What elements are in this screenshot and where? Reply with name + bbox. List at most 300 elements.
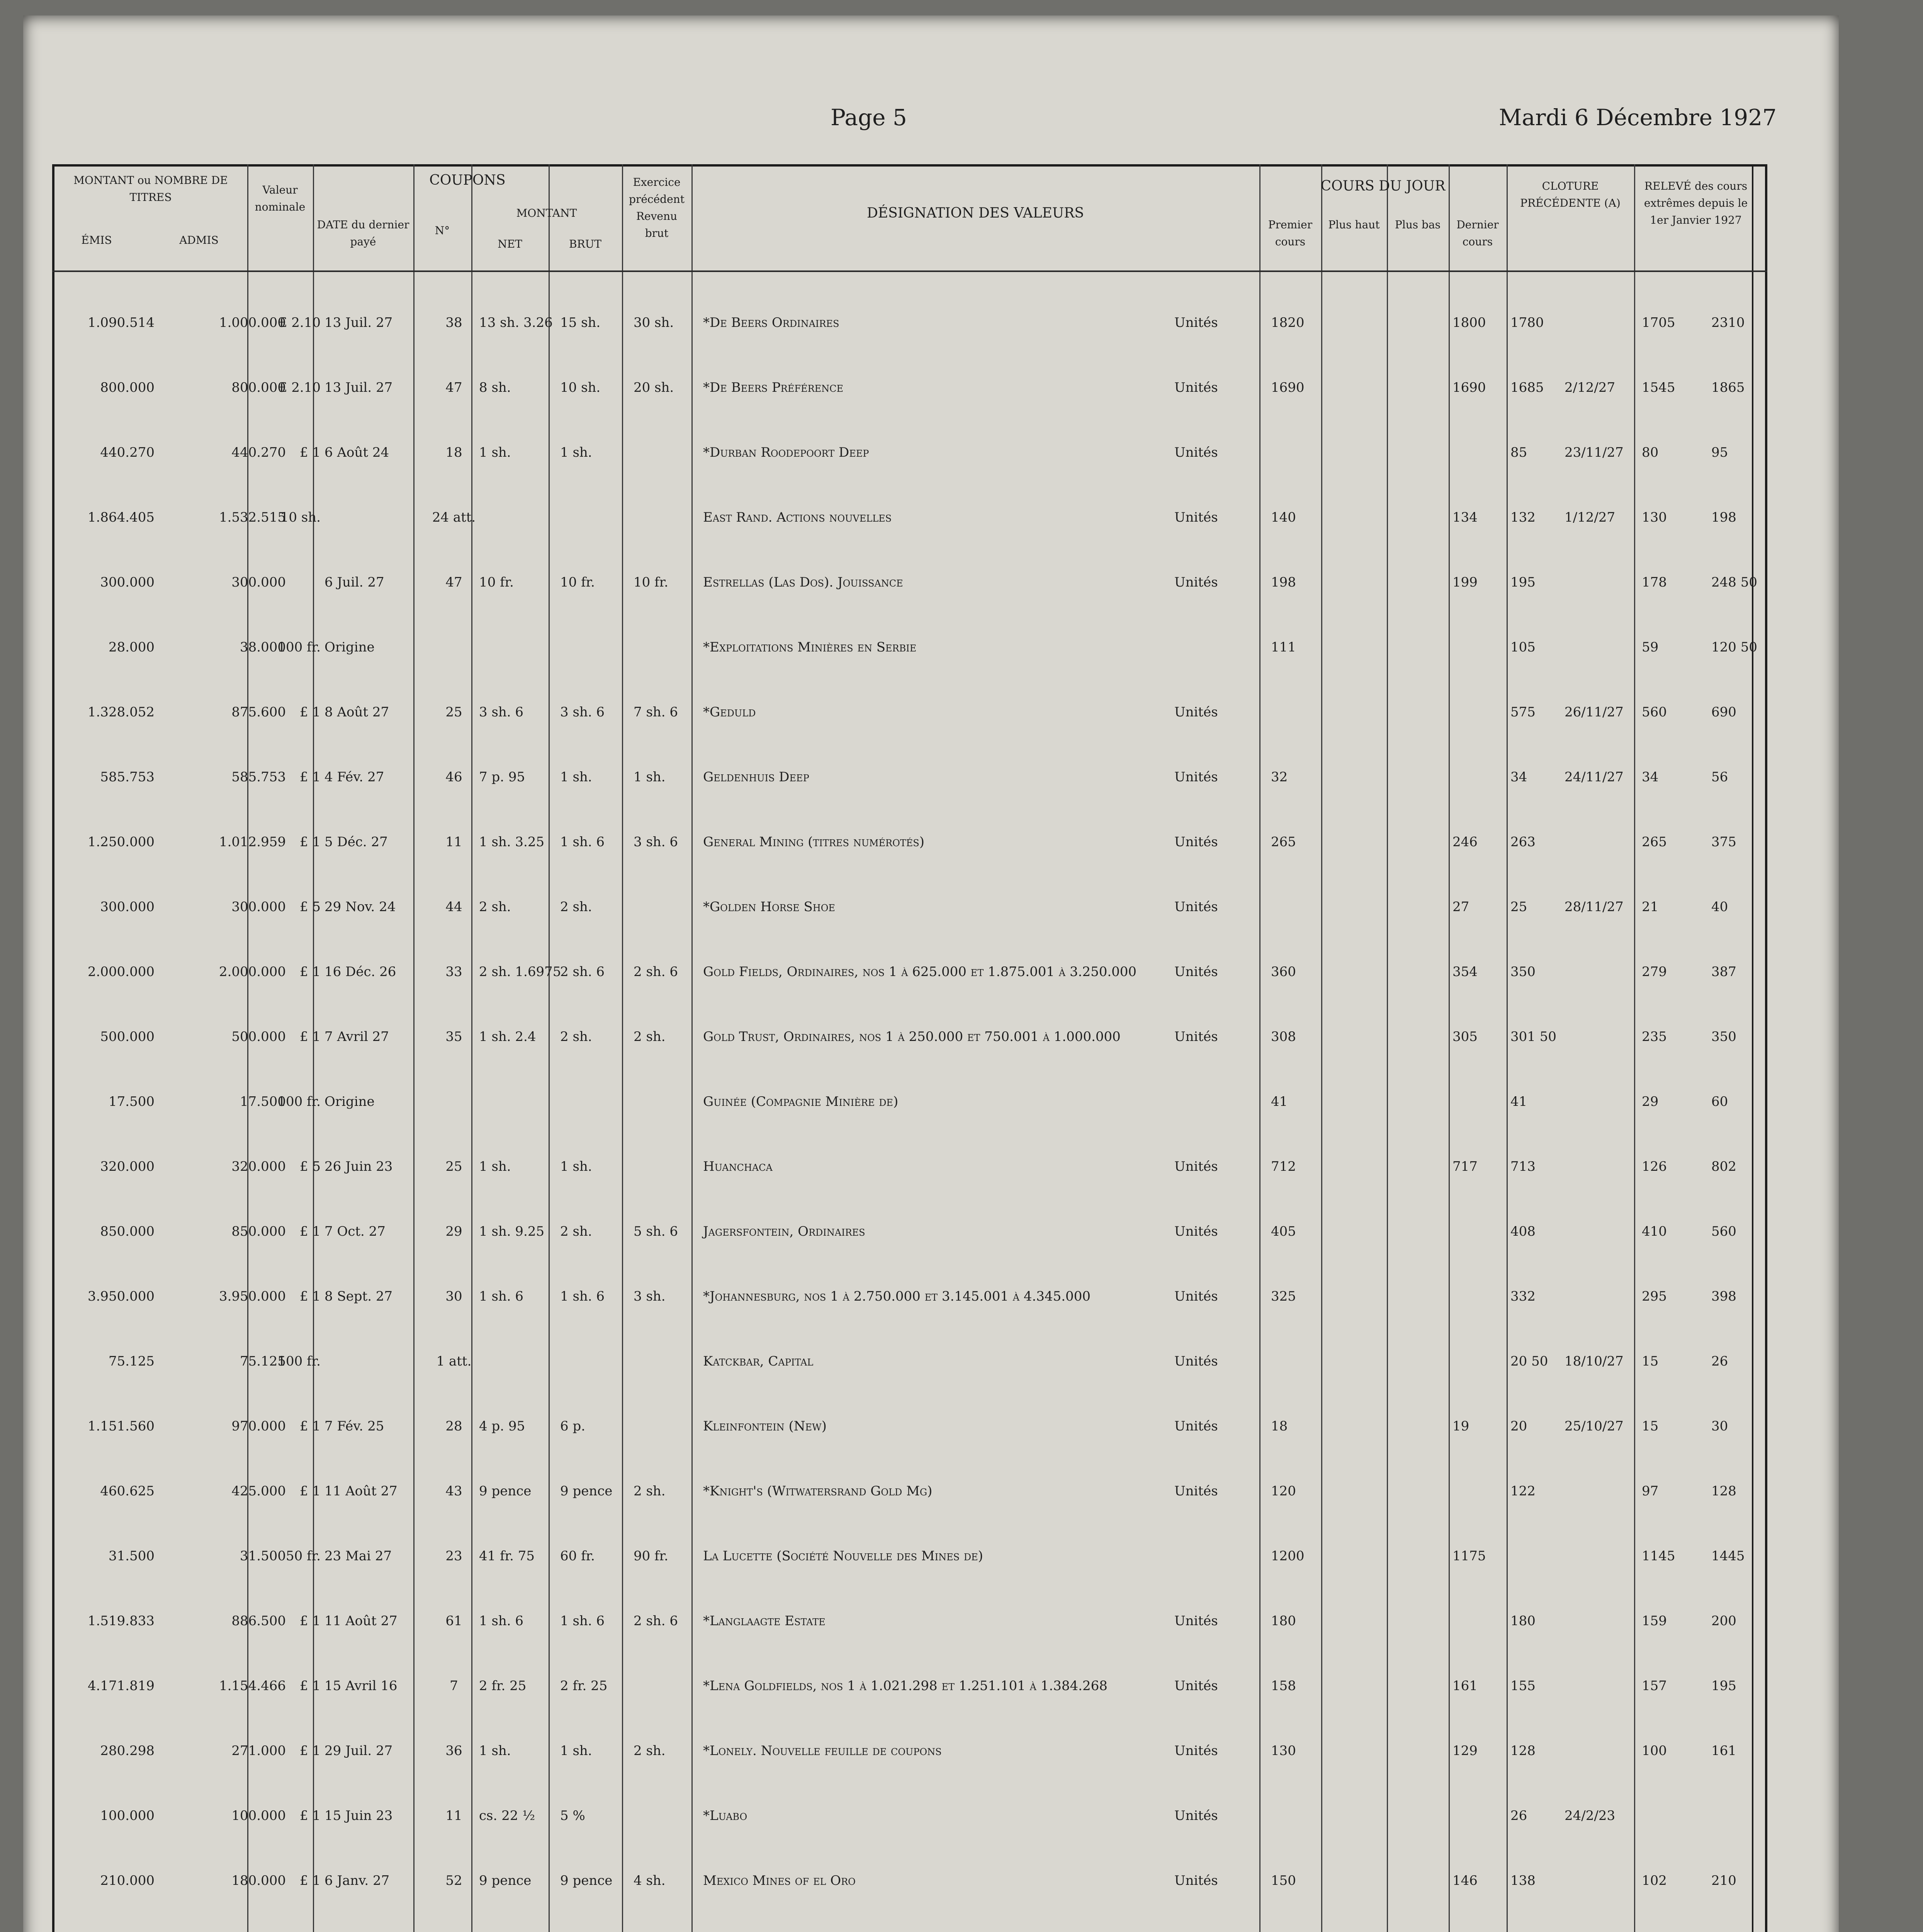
previous-revenue: 90 fr. [634, 1548, 668, 1564]
amount-issued: 2.000.000 [87, 964, 155, 980]
security-name: Gold Fields, Ordinaires, nos 1 à 625.000 et 1.875.001 à 3.250.000 [703, 964, 1137, 980]
header-admis: ADMIS [179, 234, 219, 247]
coupon-number: 61 [445, 1613, 462, 1629]
nominal-value: 100 fr. [277, 1354, 321, 1369]
coupon-number: 25 [445, 704, 462, 720]
coupon-net: 1 sh. 3.25 [479, 834, 545, 850]
coupon-date: Origine [324, 639, 375, 655]
previous-close: 85 [1510, 445, 1527, 460]
year-low: 15 [1642, 1354, 1659, 1369]
first-price: 712 [1271, 1159, 1296, 1174]
coupon-net: 2 sh. 1.6975 [479, 964, 561, 980]
col-separator [1321, 164, 1322, 1932]
year-high: 56 [1711, 769, 1728, 785]
coupon-number: 30 [445, 1289, 462, 1304]
header-no: N° [435, 224, 450, 237]
nominal-value: £ 1 [299, 1743, 321, 1759]
previous-close-date: 28/11/27 [1565, 899, 1624, 915]
amount-admitted: 875.600 [231, 704, 286, 720]
coupon-gross: 1 sh. [560, 445, 592, 460]
nominal-value: £ 1 [299, 1483, 321, 1499]
last-price: 129 [1452, 1743, 1478, 1759]
last-price: 146 [1452, 1873, 1478, 1888]
unit-label: Unités [1174, 1159, 1218, 1174]
amount-issued: 28.000 [109, 639, 155, 655]
amount-admitted: 100.000 [231, 1808, 286, 1823]
security-name: East Rand. Actions nouvelles [703, 510, 892, 525]
amount-issued: 4.171.819 [87, 1678, 155, 1694]
coupon-date: 15 Avril 16 [324, 1678, 398, 1694]
amount-issued: 31.500 [109, 1548, 155, 1564]
amount-issued: 280.298 [100, 1743, 155, 1759]
amount-admitted: 300.000 [231, 575, 286, 590]
amount-issued: 300.000 [100, 575, 155, 590]
col-separator [1387, 164, 1388, 1932]
security-name: Geldenhuis Deep [703, 769, 809, 785]
first-price: 1820 [1271, 315, 1305, 330]
coupon-date: 7 Fév. 25 [324, 1418, 384, 1434]
nominal-value: £ 1 [299, 1873, 321, 1888]
unit-label: Unités [1174, 1743, 1218, 1759]
year-high: 26 [1711, 1354, 1728, 1369]
security-name: *Geduld [703, 704, 756, 720]
quotation-table-frame [52, 164, 1767, 1932]
year-high: 60 [1711, 1094, 1728, 1109]
previous-close: 25 [1510, 899, 1527, 915]
security-name: Estrellas (Las Dos). Jouissance [703, 575, 903, 590]
first-price: 180 [1271, 1613, 1296, 1629]
col-separator [549, 164, 550, 1932]
year-high: 387 [1711, 964, 1736, 980]
header-date: DATE du dernier payé [317, 218, 409, 248]
unit-label: Unités [1174, 1289, 1218, 1304]
coupon-date: 8 Août 27 [324, 704, 389, 720]
previous-close-date: 18/10/27 [1565, 1354, 1624, 1369]
security-name: *Knight's (Witwatersrand Gold Mg) [703, 1483, 933, 1499]
unit-label: Unités [1174, 899, 1218, 915]
year-low: 130 [1642, 510, 1667, 525]
coupon-net: 2 sh. [479, 899, 511, 915]
amount-admitted: 500.000 [231, 1029, 286, 1044]
col-separator [1449, 164, 1450, 1932]
security-name: Huanchaca [703, 1159, 773, 1174]
coupon-net: 1 sh. 9.25 [479, 1224, 545, 1239]
coupon-date: 26 Juin 23 [324, 1159, 393, 1174]
previous-close: 34 [1510, 769, 1527, 785]
unit-label: Unités [1174, 1029, 1218, 1044]
coupon-gross: 2 sh. 6 [560, 964, 605, 980]
coupon-date: 11 Août 27 [324, 1483, 398, 1499]
coupon-net: 1 sh. [479, 1743, 511, 1759]
amount-admitted: 3.950.000 [219, 1289, 286, 1304]
nominal-value: £ 1 [299, 1808, 321, 1823]
coupon-date: 23 Mai 27 [324, 1548, 392, 1564]
unit-label: Unités [1174, 445, 1218, 460]
unit-label: Unités [1174, 1354, 1218, 1369]
amount-issued: 300.000 [100, 899, 155, 915]
amount-issued: 1.864.405 [87, 510, 155, 525]
year-high: 350 [1711, 1029, 1736, 1044]
coupon-gross: 1 sh. 6 [560, 1289, 605, 1304]
coupon-net: 7 p. 95 [479, 769, 525, 785]
unit-label: Unités [1174, 575, 1218, 590]
year-high: 128 [1711, 1483, 1736, 1499]
header-montant: MONTANT ou NOMBRE DE TITRES [73, 174, 228, 204]
amount-issued: 210.000 [100, 1873, 155, 1888]
nominal-value: 50 fr. [286, 1548, 321, 1564]
amount-issued: 1.250.000 [87, 834, 155, 850]
unit-label: Unités [1174, 315, 1218, 330]
first-price: 41 [1271, 1094, 1288, 1109]
nominal-value: £ 2.10 [279, 380, 321, 395]
coupon-number: 11 [445, 834, 462, 850]
previous-close-date: 23/11/27 [1565, 445, 1624, 460]
first-price: 158 [1271, 1678, 1296, 1694]
coupon-date: 16 Déc. 26 [324, 964, 396, 980]
first-price: 198 [1271, 575, 1296, 590]
col-separator [471, 164, 472, 1932]
coupon-number: 47 [445, 380, 462, 395]
coupon-date: 11 Août 27 [324, 1613, 398, 1629]
last-price: 717 [1452, 1159, 1478, 1174]
header-exercice: Exercice précédent Revenu brut [629, 176, 685, 240]
nominal-value: £ 5 [299, 1159, 321, 1174]
nominal-value: 10 sh. [280, 510, 321, 525]
last-price: 161 [1452, 1678, 1478, 1694]
previous-revenue: 2 sh. [634, 1029, 666, 1044]
first-price: 32 [1271, 769, 1288, 785]
year-low: 560 [1642, 704, 1667, 720]
amount-issued: 460.625 [100, 1483, 155, 1499]
previous-close-date: 1/12/27 [1565, 510, 1616, 525]
coupon-gross: 5 % [560, 1808, 585, 1823]
coupon-net: 1 sh. [479, 1159, 511, 1174]
unit-label: Unités [1174, 510, 1218, 525]
coupon-gross: 9 pence [560, 1873, 613, 1888]
header-dernier: Dernier cours [1456, 218, 1499, 248]
amount-issued: 800.000 [100, 380, 155, 395]
header-plushaut: Plus haut [1328, 218, 1380, 231]
year-high: 375 [1711, 834, 1736, 850]
col-separator [413, 164, 414, 1932]
coupon-gross: 2 sh. [560, 1224, 592, 1239]
coupon-number: 1 att. [436, 1354, 472, 1369]
previous-revenue: 2 sh. [634, 1483, 666, 1499]
nominal-value: £ 1 [299, 964, 321, 980]
previous-close-date: 24/2/23 [1565, 1808, 1616, 1823]
previous-close-date: 2/12/27 [1565, 380, 1616, 395]
coupon-gross: 1 sh. 6 [560, 834, 605, 850]
col-separator [247, 164, 248, 1932]
coupon-date: Origine [324, 1094, 375, 1109]
previous-revenue: 3 sh. [634, 1289, 666, 1304]
last-price: 354 [1452, 964, 1478, 980]
coupon-net: 1 sh. 2.4 [479, 1029, 536, 1044]
nominal-value: £ 1 [299, 1289, 321, 1304]
previous-close: 1780 [1510, 315, 1544, 330]
previous-close: 122 [1510, 1483, 1536, 1499]
amount-admitted: 440.270 [231, 445, 286, 460]
coupon-net: 10 fr. [479, 575, 514, 590]
previous-close: 713 [1510, 1159, 1536, 1174]
security-name: General Mining (titres numérotés) [703, 834, 924, 850]
previous-close: 128 [1510, 1743, 1536, 1759]
previous-close: 332 [1510, 1289, 1536, 1304]
previous-revenue: 1 sh. [634, 769, 666, 785]
previous-revenue: 2 sh. [634, 1743, 666, 1759]
year-high: 210 [1711, 1873, 1736, 1888]
amount-issued: 850.000 [100, 1224, 155, 1239]
security-name: La Lucette (Société Nouvelle des Mines de) [703, 1548, 983, 1564]
amount-admitted: 800.000 [231, 380, 286, 395]
amount-admitted: 31.500 [240, 1548, 286, 1564]
unit-label: Unités [1174, 1808, 1218, 1823]
previous-close: 155 [1510, 1678, 1536, 1694]
year-high: 2310 [1711, 315, 1745, 330]
nominal-value: £ 1 [299, 834, 321, 850]
security-name: *Lena Goldfields, nos 1 à 1.021.298 et 1.251.101 à 1.384.268 [703, 1678, 1108, 1694]
year-low: 1705 [1642, 315, 1675, 330]
nominal-value: £ 1 [299, 769, 321, 785]
last-price: 1175 [1452, 1548, 1486, 1564]
previous-close: 26 [1510, 1808, 1527, 1823]
year-high: 248 50 [1711, 575, 1757, 590]
amount-admitted: 1.000.000 [219, 315, 286, 330]
security-name: Katckbar, Capital [703, 1354, 814, 1369]
coupon-number: 33 [445, 964, 462, 980]
coupon-net: 3 sh. 6 [479, 704, 524, 720]
year-high: 198 [1711, 510, 1736, 525]
first-price: 325 [1271, 1289, 1296, 1304]
coupon-net: cs. 22 ½ [479, 1808, 535, 1823]
year-high: 1445 [1711, 1548, 1745, 1564]
coupon-gross: 1 sh. [560, 1159, 592, 1174]
previous-revenue: 10 fr. [634, 575, 668, 590]
nominal-value: £ 1 [299, 704, 321, 720]
coupon-gross: 60 fr. [560, 1548, 595, 1564]
header-emis: ÉMIS [81, 234, 112, 247]
previous-close: 180 [1510, 1613, 1536, 1629]
last-price: 246 [1452, 834, 1478, 850]
nominal-value: £ 1 [299, 1678, 321, 1694]
amount-issued: 100.000 [100, 1808, 155, 1823]
coupon-number: 7 [450, 1678, 458, 1694]
coupon-net: 2 fr. 25 [479, 1678, 527, 1694]
year-high: 161 [1711, 1743, 1736, 1759]
col-separator [622, 164, 623, 1932]
coupon-net: 9 pence [479, 1483, 532, 1499]
previous-close: 1685 [1510, 380, 1544, 395]
coupon-date: 6 Janv. 27 [324, 1873, 390, 1888]
header-cloture: CLOTURE PRÉCÉDENTE (A) [1520, 180, 1621, 209]
year-low: 295 [1642, 1289, 1667, 1304]
year-low: 102 [1642, 1873, 1667, 1888]
unit-label: Unités [1174, 704, 1218, 720]
coupon-gross: 6 p. [560, 1418, 586, 1434]
amount-admitted: 970.000 [231, 1418, 286, 1434]
amount-admitted: 1.154.466 [219, 1678, 286, 1694]
coupon-number: 46 [445, 769, 462, 785]
amount-admitted: 180.000 [231, 1873, 286, 1888]
previous-close: 20 50 [1510, 1354, 1548, 1369]
coupon-number: 18 [445, 445, 462, 460]
first-price: 1690 [1271, 380, 1305, 395]
coupon-number: 47 [445, 575, 462, 590]
coupon-number: 23 [445, 1548, 462, 1564]
coupon-date: 13 Juil. 27 [324, 315, 393, 330]
previous-close: 132 [1510, 510, 1536, 525]
previous-close: 195 [1510, 575, 1536, 590]
last-price: 19 [1452, 1418, 1469, 1434]
previous-close-date: 26/11/27 [1565, 704, 1624, 720]
coupon-date: 4 Fév. 27 [324, 769, 384, 785]
year-low: 97 [1642, 1483, 1659, 1499]
nominal-value: £ 2.10 [279, 315, 321, 330]
security-name: *Langlaagte Estate [703, 1613, 826, 1629]
amount-admitted: 300.000 [231, 899, 286, 915]
first-price: 130 [1271, 1743, 1296, 1759]
coupon-gross: 1 sh. [560, 769, 592, 785]
year-low: 29 [1642, 1094, 1659, 1109]
first-price: 140 [1271, 510, 1296, 525]
security-name: Guinée (Compagnie Minière de) [703, 1094, 899, 1109]
nominal-value: £ 1 [299, 445, 321, 460]
year-low: 1145 [1642, 1548, 1675, 1564]
coupon-number: 38 [445, 315, 462, 330]
coupon-net: 1 sh. [479, 445, 511, 460]
previous-close: 105 [1510, 639, 1536, 655]
coupon-date: 29 Nov. 24 [324, 899, 396, 915]
header-rule [52, 270, 1767, 272]
coupon-gross: 1 sh. [560, 1743, 592, 1759]
previous-revenue: 2 sh. 6 [634, 964, 678, 980]
year-low: 80 [1642, 445, 1659, 460]
year-low: 178 [1642, 575, 1667, 590]
previous-close: 350 [1510, 964, 1536, 980]
coupon-number: 52 [445, 1873, 462, 1888]
amount-admitted: 850.000 [231, 1224, 286, 1239]
year-high: 398 [1711, 1289, 1736, 1304]
coupon-date: 7 Oct. 27 [324, 1224, 386, 1239]
header-montant-coupons: MONTANT [516, 207, 577, 219]
security-name: *Golden Horse Shoe [703, 899, 835, 915]
amount-admitted: 1.532.515 [219, 510, 286, 525]
previous-revenue: 7 sh. 6 [634, 704, 678, 720]
last-price: 134 [1452, 510, 1478, 525]
last-price: 27 [1452, 899, 1469, 915]
security-name: Jagersfontein, Ordinaires [703, 1224, 865, 1239]
year-high: 200 [1711, 1613, 1736, 1629]
year-low: 21 [1642, 899, 1659, 915]
nominal-value: £ 1 [299, 1418, 321, 1434]
year-high: 690 [1711, 704, 1736, 720]
coupon-date: 6 Août 24 [324, 445, 389, 460]
coupon-net: 1 sh. 6 [479, 1613, 524, 1629]
security-name: Gold Trust, Ordinaires, nos 1 à 250.000 et 750.001 à 1.000.000 [703, 1029, 1121, 1044]
amount-admitted: 1.012.959 [219, 834, 286, 850]
coupon-gross: 10 sh. [560, 380, 601, 395]
page-number: Page 5 [831, 104, 907, 131]
header-net: NET [498, 238, 522, 250]
security-name: *De Beers Préférence [703, 380, 844, 395]
col-separator [1259, 164, 1260, 1932]
coupon-gross: 9 pence [560, 1483, 613, 1499]
previous-close-date: 24/11/27 [1565, 769, 1624, 785]
amount-issued: 1.090.514 [87, 315, 155, 330]
amount-issued: 75.125 [109, 1354, 155, 1369]
year-high: 560 [1711, 1224, 1736, 1239]
last-price: 1800 [1452, 315, 1486, 330]
nominal-value: 100 fr. [277, 639, 321, 655]
amount-admitted: 585.753 [231, 769, 286, 785]
year-high: 195 [1711, 1678, 1736, 1694]
first-price: 265 [1271, 834, 1296, 850]
coupon-net: 4 p. 95 [479, 1418, 525, 1434]
coupon-date: 8 Sept. 27 [324, 1289, 393, 1304]
first-price: 150 [1271, 1873, 1296, 1888]
last-price: 1690 [1452, 380, 1486, 395]
coupon-gross: 10 fr. [560, 575, 595, 590]
year-low: 34 [1642, 769, 1659, 785]
coupon-net: 1 sh. 6 [479, 1289, 524, 1304]
header-plusbas: Plus bas [1395, 218, 1441, 231]
previous-close: 20 [1510, 1418, 1527, 1434]
coupon-number: 44 [445, 899, 462, 915]
security-name: Kleinfontein (New) [703, 1418, 827, 1434]
previous-close: 138 [1510, 1873, 1536, 1888]
unit-label: Unités [1174, 769, 1218, 785]
year-low: 15 [1642, 1418, 1659, 1434]
security-name: *Lonely. Nouvelle feuille de coupons [703, 1743, 942, 1759]
year-low: 59 [1642, 639, 1659, 655]
previous-revenue: 30 sh. [634, 315, 674, 330]
first-price: 111 [1271, 639, 1296, 655]
amount-issued: 17.500 [109, 1094, 155, 1109]
amount-admitted: 17.500 [240, 1094, 286, 1109]
coupon-gross: 15 sh. [560, 315, 601, 330]
coupon-net: 41 fr. 75 [479, 1548, 535, 1564]
coupon-number: 43 [445, 1483, 462, 1499]
year-low: 100 [1642, 1743, 1667, 1759]
coupon-net: 13 sh. 3.26 [479, 315, 553, 330]
security-name: *Durban Roodepoort Deep [703, 445, 869, 460]
previous-close: 263 [1510, 834, 1536, 850]
previous-close-date: 25/10/27 [1565, 1418, 1624, 1434]
previous-revenue: 5 sh. 6 [634, 1224, 678, 1239]
amount-admitted: 2.000.000 [219, 964, 286, 980]
year-high: 1865 [1711, 380, 1745, 395]
header-premier: Premier cours [1268, 218, 1313, 248]
amount-admitted: 271.000 [231, 1743, 286, 1759]
header-coupons: COUPONS [429, 172, 506, 188]
year-low: 126 [1642, 1159, 1667, 1174]
security-name: *Exploitations Minières en Serbie [703, 639, 917, 655]
security-name: *De Beers Ordinaires [703, 315, 839, 330]
header-brut: BRUT [569, 238, 601, 250]
year-high: 30 [1711, 1418, 1728, 1434]
amount-admitted: 425.000 [231, 1483, 286, 1499]
amount-issued: 1.151.560 [87, 1418, 155, 1434]
coupon-number: 29 [445, 1224, 462, 1239]
coupon-number: 36 [445, 1743, 462, 1759]
previous-revenue: 3 sh. 6 [634, 834, 678, 850]
security-name: Mexico Mines of el Oro [703, 1873, 856, 1888]
coupon-number: 35 [445, 1029, 462, 1044]
unit-label: Unités [1174, 834, 1218, 850]
unit-label: Unités [1174, 1678, 1218, 1694]
year-high: 120 50 [1711, 639, 1757, 655]
year-low: 265 [1642, 834, 1667, 850]
